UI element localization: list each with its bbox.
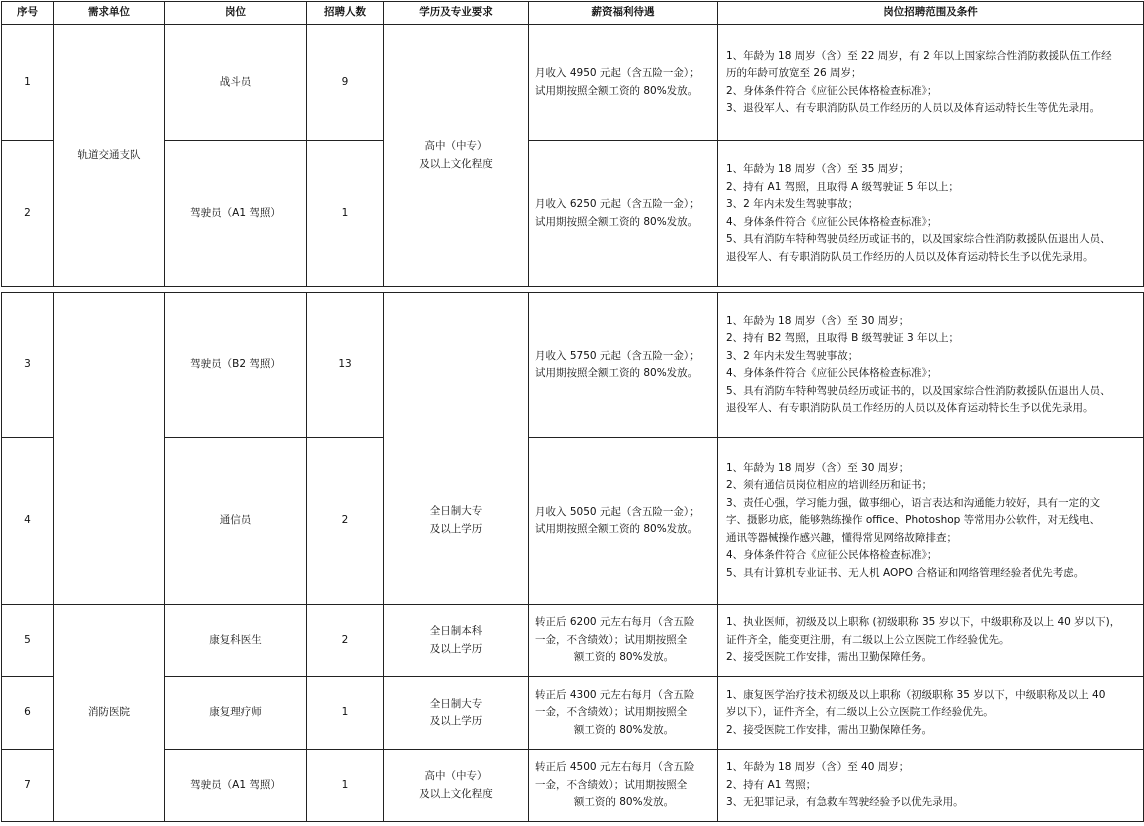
row-position: 战斗员	[165, 25, 307, 141]
education-line: 高中（中专）	[424, 770, 488, 782]
condition-line: 2、身体条件符合《应征公民体格检查标准》；	[726, 84, 938, 97]
condition-line: 3、退役军人、有专职消防队员工作经历的人员以及体育运动特长生等优先录用。	[726, 102, 1101, 114]
condition-line: 2、接受医院工作安排，需出卫勤保障任务。	[726, 723, 933, 736]
row-position: 驾驶员（B2 驾照）	[165, 293, 307, 438]
education-line: 高中（中专）	[424, 140, 488, 152]
header-unit: 需求单位	[54, 2, 165, 25]
row-num: 1	[2, 25, 54, 141]
row-salary	[529, 438, 718, 605]
condition-line: 3、2 年内未发生驾驶事故；	[726, 198, 859, 210]
salary-line: 一金，不含绩效）；试用期按照全	[535, 778, 688, 791]
salary-line: 试用期按照全额工资的 80%发放。	[535, 215, 699, 228]
row-position: 驾驶员（A1 驾照）	[165, 141, 307, 287]
row-conditions	[718, 750, 1144, 822]
salary-line: 月收入 4950 元起（含五险一金）；	[535, 67, 700, 79]
row-position: 驾驶员（A1 驾照）	[165, 750, 307, 822]
condition-line: 3、无犯罪记录，有急救车驾驶经验予以优先录用。	[726, 796, 964, 809]
condition-line: 字、摄影功底，能够熟练操作 office、Photoshop 等常用办公软件，对无线电、	[726, 514, 1101, 527]
condition-line: 5、具有计算机专业证书、无人机 AOPO 合格证和网络管理经验者优先考虑。	[726, 566, 1085, 579]
row-salary	[529, 293, 718, 438]
header-salary: 薪资福利待遇	[529, 2, 718, 25]
salary-line: 额工资的 80%发放。	[573, 796, 675, 809]
row-salary	[529, 141, 718, 287]
salary-line: 转正后 4300 元左右每月（含五险	[535, 688, 695, 701]
header-count: 招聘人数	[307, 2, 384, 25]
condition-line: 1、执业医师，初级及以上职称 (初级职称 35 岁以下，中级职称及以上 40 岁以下)，	[726, 616, 1121, 629]
salary-line: 月收入 6250 元起（含五险一金）；	[535, 198, 700, 210]
salary-line: 一金，不含绩效）；试用期按照全	[535, 706, 688, 719]
table-row	[2, 750, 1144, 822]
row-count: 1	[307, 750, 384, 822]
row-education	[384, 750, 529, 822]
recruitment-table-part1	[1, 1, 1144, 287]
row-salary	[529, 25, 718, 141]
condition-line: 4、身体条件符合《应征公民体格检查标准》；	[726, 367, 938, 379]
education-line: 及以上文化程度	[419, 157, 493, 170]
condition-line: 2、须有通信员岗位相应的培训经历和证书；	[726, 479, 933, 492]
condition-line: 1、康复医学治疗技术初级及以上职称（初级职称 35 岁以下，中级职称及以上 40	[726, 688, 1106, 701]
row-num: 5	[2, 605, 54, 677]
row-num: 4	[2, 438, 54, 605]
row-position: 康复科医生	[165, 605, 307, 677]
condition-line: 5、具有消防车特种驾驶员经历或证书的，以及国家综合性消防救援队伍退出人员、	[726, 233, 1111, 245]
salary-line: 月收入 5050 元起（含五险一金）；	[535, 505, 700, 518]
condition-line: 2、接受医院工作安排，需出卫勤保障任务。	[726, 651, 933, 664]
salary-line: 转正后 4500 元左右每月（含五险	[535, 761, 695, 774]
row-conditions	[718, 293, 1144, 438]
condition-line: 1、年龄为 18 周岁（含）至 35 周岁；	[726, 163, 910, 175]
row-education-empty	[384, 293, 529, 438]
condition-line: 1、年龄为 18 周岁（含）至 22 周岁，有 2 年以上国家综合性消防救援队伍工作经	[726, 49, 1112, 62]
salary-line: 额工资的 80%发放。	[573, 651, 675, 664]
condition-line: 退役军人、有专职消防队员工作经历的人员以及体育运动特长生予以优先录用。	[726, 402, 1094, 414]
condition-line: 1、年龄为 18 周岁（含）至 40 周岁；	[726, 761, 910, 774]
condition-line: 3、责任心强，学习能力强，做事细心，语言表达和沟通能力较好，具有一定的文	[726, 496, 1101, 509]
salary-line: 一金，不含绩效）；试用期按照全	[535, 633, 688, 646]
header-conditions: 岗位招聘范围及条件	[718, 2, 1144, 25]
salary-line: 试用期按照全额工资的 80%发放。	[535, 367, 699, 379]
row-education	[384, 438, 529, 605]
salary-line: 额工资的 80%发放。	[573, 723, 675, 736]
row-conditions	[718, 605, 1144, 677]
table-row	[2, 677, 1144, 750]
row-salary	[529, 605, 718, 677]
row-conditions	[718, 677, 1144, 750]
row-conditions	[718, 141, 1144, 287]
row-unit: 消防医院	[54, 605, 165, 822]
condition-line: 4、身体条件符合《应征公民体格检查标准》；	[726, 215, 938, 228]
condition-line: 2、持有 A1 驾照，且取得 A 级驾驶证 5 年以上；	[726, 180, 959, 193]
condition-line: 1、年龄为 18 周岁（含）至 30 周岁；	[726, 461, 910, 474]
row-position: 康复理疗师	[165, 677, 307, 750]
row-unit: 轨道交通支队	[54, 25, 165, 287]
education-line: 全日制本科	[429, 625, 483, 637]
row-salary	[529, 750, 718, 822]
header-position: 岗位	[165, 2, 307, 25]
condition-line: 4、身体条件符合《应征公民体格检查标准》；	[726, 549, 938, 562]
row-salary	[529, 677, 718, 750]
condition-line: 1、年龄为 18 周岁（含）至 30 周岁；	[726, 314, 910, 327]
row-conditions	[718, 438, 1144, 605]
table-row	[2, 141, 1144, 287]
row-num: 2	[2, 141, 54, 287]
row-education	[384, 605, 529, 677]
recruitment-table-part2	[1, 292, 1144, 822]
table-row	[2, 25, 1144, 141]
row-count: 1	[307, 141, 384, 287]
row-count: 2	[307, 438, 384, 605]
row-count: 1	[307, 677, 384, 750]
row-num: 3	[2, 293, 54, 438]
condition-line: 通讯等器械操作感兴趣，懂得常见网络故障排查；	[726, 531, 957, 544]
salary-line: 试用期按照全额工资的 80%发放。	[535, 523, 699, 535]
salary-line: 转正后 6200 元左右每月（含五险	[535, 616, 695, 629]
table-row	[2, 605, 1144, 677]
education-line: 及以上学历	[429, 642, 483, 655]
row-num: 6	[2, 677, 54, 750]
row-conditions	[718, 25, 1144, 141]
salary-line: 试用期按照全额工资的 80%发放。	[535, 84, 699, 97]
row-education	[384, 25, 529, 287]
header-num: 序号	[2, 2, 54, 25]
condition-line: 历的年龄可放宽至 26 周岁；	[726, 67, 862, 79]
condition-line: 5、具有消防车特种驾驶员经历或证书的，以及国家综合性消防救援队伍退出人员、	[726, 384, 1111, 397]
condition-line: 2、持有 A1 驾照；	[726, 778, 817, 791]
condition-line: 3、2 年内未发生驾驶事故；	[726, 349, 859, 362]
row-unit-empty	[54, 293, 165, 605]
row-position: 通信员	[165, 438, 307, 605]
condition-line: 证件齐全，能变更注册，有二级以上公立医院工作经验优先。	[726, 633, 1010, 646]
education-line: 及以上文化程度	[419, 787, 493, 800]
header-row	[2, 2, 1144, 25]
row-count: 2	[307, 605, 384, 677]
row-count: 13	[307, 293, 384, 438]
row-education	[384, 677, 529, 750]
header-education: 学历及专业要求	[384, 2, 529, 25]
education-line: 全日制大专	[429, 697, 483, 710]
row-num: 7	[2, 750, 54, 822]
condition-line: 2、持有 B2 驾照，且取得 B 级驾驶证 3 年以上；	[726, 332, 959, 344]
row-count: 9	[307, 25, 384, 141]
salary-line: 月收入 5750 元起（含五险一金）；	[535, 349, 700, 362]
table-row	[2, 293, 1144, 438]
condition-line: 岁以下），证件齐全，有二级以上公立医院工作经验优先。	[726, 706, 994, 719]
condition-line: 退役军人、有专职消防队员工作经历的人员以及体育运动特长生予以优先录用。	[726, 250, 1094, 263]
education-line: 全日制大专	[429, 505, 483, 518]
table-row	[2, 438, 1144, 605]
education-line: 及以上学历	[429, 715, 483, 727]
education-line: 及以上学历	[429, 522, 483, 535]
